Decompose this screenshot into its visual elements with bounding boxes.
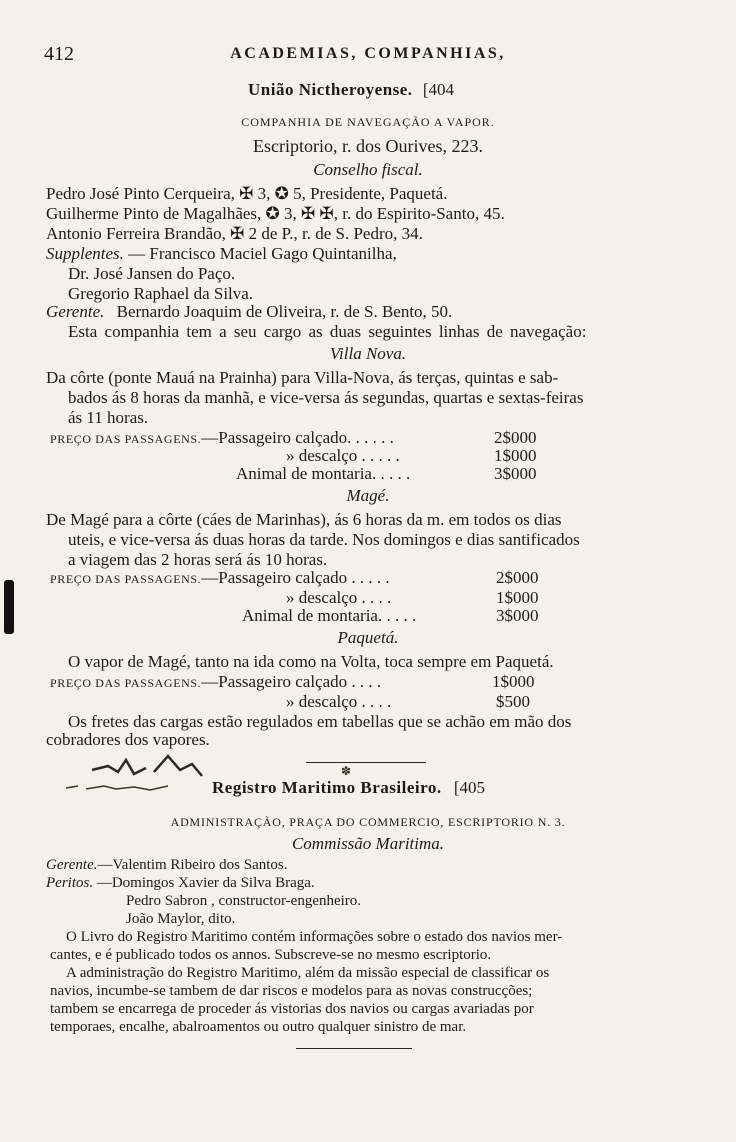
route-mage-text-1: De Magé para a côrte (cáes de Marinhas), ás 6 horas da m. em todos os dias: [46, 510, 562, 529]
route-villa-nova-text-1: Da côrte (ponte Mauá na Prainha) para Villa-Nova, ás terças, quintas e sab-: [46, 368, 559, 387]
perito-3: João Maylor, dito.: [126, 911, 236, 927]
peritos-line: [46, 874, 315, 892]
end-rule: [296, 1048, 412, 1049]
registro-paragraph-line-1: O Livro do Registro Maritimo contém informações sobre o estado dos navios mer-: [66, 929, 563, 945]
council-member-2: Guilherme Pinto de Magalhães, ✪ 3, ✠ ✠, r. do Espirito-Santo, 45.: [46, 204, 505, 223]
price-item: Animal de montaria. . . . .: [236, 464, 411, 483]
route-heading-paqueta: Paquetá.: [337, 628, 399, 647]
freight-text-2: cobradores dos vapores.: [46, 730, 210, 749]
price-item: Animal de montaria. . . . .: [242, 606, 417, 625]
section2-number: [405: [453, 778, 486, 797]
section1-title: União Nictheroyense.: [248, 80, 413, 99]
gerente-label: Gerente.: [46, 302, 105, 321]
perito-2: Pedro Sabron , constructor-engenheiro.: [126, 893, 362, 909]
section2-subtitle: ADMINISTRAÇÃO, PRAÇA DO COMMERCIO, ESCRIPTORIO N. 3.: [170, 815, 566, 829]
price-value: 2$000: [496, 568, 539, 587]
section1-subtitle: COMPANHIA DE NAVEGAÇÃO A VAPOR.: [241, 115, 495, 129]
council-member-3: Antonio Ferreira Brandão, ✠ 2 de P., r. de S. Pedro, 34.: [46, 224, 423, 243]
section-divider: [306, 762, 426, 763]
gerente-line: [46, 302, 452, 322]
commission-heading: Commissão Maritima.: [291, 834, 445, 853]
price-label: PREÇO DAS PASSAGENS.: [50, 676, 202, 690]
supplentes-line: [46, 244, 397, 264]
price-row: [50, 568, 390, 589]
price-value: 1$000: [496, 588, 539, 607]
registro-paragraph-line-5: tambem se encarrega de proceder ás vistorias dos navios ou cargas avariadas por: [50, 1001, 534, 1017]
price-item: —Passageiro calçado. . . . . .: [201, 428, 394, 447]
binding-mark: [4, 580, 14, 634]
supplente-3: Gregorio Raphael da Silva.: [68, 284, 254, 303]
registro-gerente-value: —Valentim Ribeiro dos Santos.: [97, 857, 288, 873]
price-row: [50, 672, 381, 693]
routes-intro: Esta companhia tem a seu cargo as duas seguintes linhas de navegação:: [68, 322, 587, 341]
route-mage-text-2: uteis, e vice-versa ás duas horas da tarde. Nos domingos e dias santificados: [68, 530, 580, 549]
ink-blot-icon: [64, 780, 174, 794]
page-number: 412: [44, 43, 74, 65]
registro-gerente-label: Gerente.: [46, 857, 98, 873]
supplentes-label: Supplentes.: [46, 244, 124, 263]
supplente-1: — Francisco Maciel Gago Quintanilha,: [123, 244, 397, 263]
peritos-label: Peritos.: [46, 875, 94, 891]
route-villa-nova-text-2: bados ás 8 horas da manhã, e vice-versa ás segundas, quartas e sextas-feiras: [68, 388, 584, 407]
route-paqueta-text-1: O vapor de Magé, tanto na ida como na Volta, toca sempre em Paquetá.: [68, 652, 554, 671]
price-item: —Passageiro calçado . . . .: [201, 672, 382, 691]
price-value: 2$000: [494, 428, 537, 447]
price-item: —Passageiro calçado . . . . .: [201, 568, 390, 587]
price-value: 1$000: [492, 672, 535, 691]
council-heading: Conselho fiscal.: [313, 160, 423, 179]
registro-paragraph-line-2: cantes, e é publicado todos os annos. Subscreve-se no mesmo escriptorio.: [50, 947, 492, 963]
registro-gerente-line: [46, 856, 288, 874]
ornament-icon: ✽: [341, 764, 352, 778]
registro-paragraph-line-3: A administração do Registro Maritimo, além da missão especial de classificar os: [66, 965, 550, 981]
price-item: » descalço . . . .: [286, 692, 392, 711]
supplente-2: Dr. José Jansen do Paço.: [68, 264, 236, 283]
freight-text-1: Os fretes das cargas estão regulados em tabellas que se achão em mão dos: [68, 712, 572, 731]
perito-1: —Domingos Xavier da Silva Braga.: [93, 875, 315, 891]
price-item: » descalço . . . . .: [286, 446, 400, 465]
route-heading-mage: Magé.: [346, 486, 390, 505]
price-item: » descalço . . . .: [286, 588, 392, 607]
price-label: PREÇO DAS PASSAGENS.: [50, 432, 202, 446]
price-value: 3$000: [496, 606, 539, 625]
route-villa-nova-text-3: ás 11 horas.: [68, 408, 149, 427]
route-mage-text-3: a viagem das 2 horas será ás 10 horas.: [68, 550, 328, 569]
section1-title-line: [248, 80, 454, 100]
section2-title: Registro Maritimo Brasileiro.: [212, 778, 442, 797]
registro-paragraph-line-6: temporaes, encalhe, abalroamentos ou outro qualquer sinistro de mar.: [50, 1019, 467, 1035]
gerente-value: Bernardo Joaquim de Oliveira, r. de S. Bento, 50.: [116, 302, 453, 321]
price-value: $500: [496, 692, 530, 711]
price-value: 3$000: [494, 464, 537, 483]
registro-paragraph-line-4: navios, incumbe-se tambem de dar riscos e modelos para as novas construcções;: [50, 983, 533, 999]
running-title: ACADEMIAS, COMPANHIAS,: [230, 45, 506, 62]
route-heading-villa-nova: Villa Nova.: [329, 344, 407, 363]
price-label: PREÇO DAS PASSAGENS.: [50, 572, 202, 586]
section1-number: [404: [422, 80, 454, 99]
section2-title-line: [212, 778, 485, 798]
council-member-1: Pedro José Pinto Cerqueira, ✠ 3, ✪ 5, Presidente, Paquetá.: [46, 184, 448, 203]
price-value: 1$000: [494, 446, 537, 465]
section1-office: Escriptorio, r. dos Ourives, 223.: [253, 136, 483, 156]
